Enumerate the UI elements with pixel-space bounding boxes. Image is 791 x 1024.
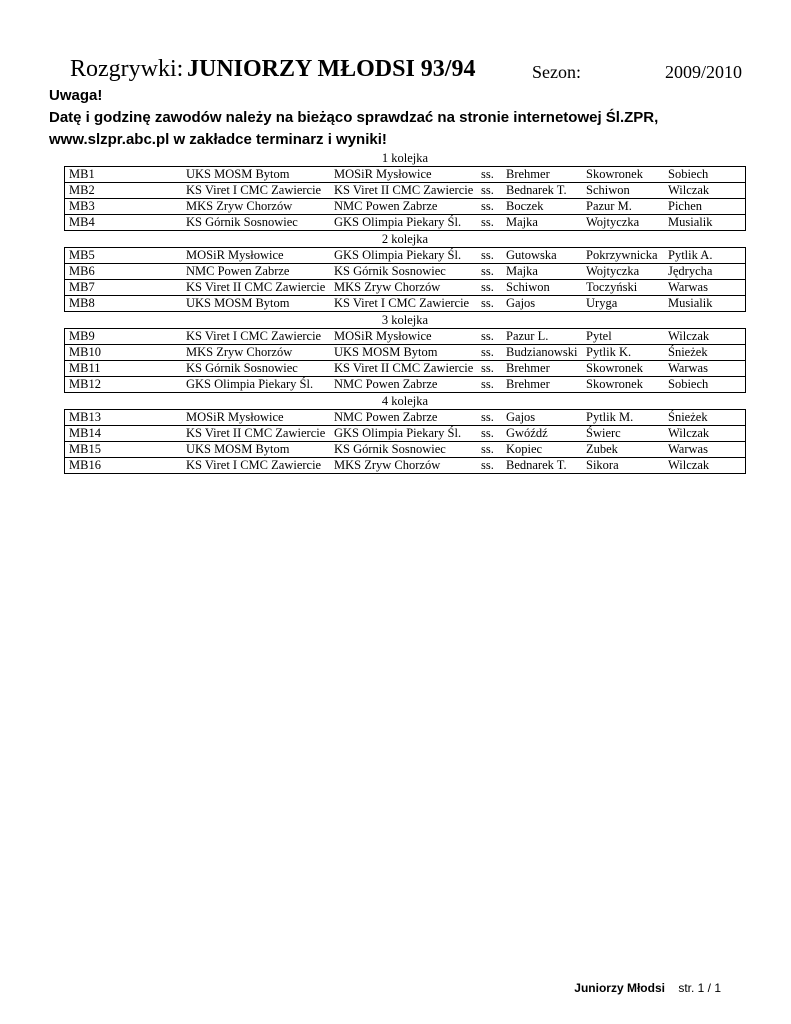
referee-2: Pytel — [586, 329, 612, 343]
match-code: MB5 — [69, 248, 95, 262]
referee-2: Pokrzywnicka — [586, 248, 658, 262]
referee-2: Skowronek — [586, 377, 643, 391]
match-code: MB15 — [69, 442, 101, 456]
away-team: KS Viret II CMC Zawiercie — [334, 183, 474, 197]
away-team: KS Górnik Sosnowiec — [334, 264, 446, 278]
referee-3: Wilczak — [668, 329, 710, 343]
referee-3: Warwas — [668, 442, 708, 456]
round-matches — [64, 247, 746, 312]
ss-label: ss. — [481, 345, 494, 359]
referee-3: Musialik — [668, 296, 713, 310]
round-title: 4 kolejka — [381, 394, 429, 408]
match-code: MB3 — [69, 199, 95, 213]
notice-heading: Uwaga! — [49, 87, 103, 104]
referee-1: Bednarek T. — [506, 183, 567, 197]
referee-1: Pazur L. — [506, 329, 549, 343]
referee-1: Majka — [506, 264, 538, 278]
referee-3: Śnieżek — [668, 410, 708, 424]
ss-label: ss. — [481, 377, 494, 391]
referee-2: Pytlik M. — [586, 410, 634, 424]
match-code: MB9 — [69, 329, 95, 343]
referee-2: Schiwon — [586, 183, 630, 197]
fixtures-table — [64, 150, 746, 474]
referee-3: Pichen — [668, 199, 703, 213]
ss-label: ss. — [481, 248, 494, 262]
referee-1: Gwóźdź — [506, 426, 548, 440]
match-row — [65, 457, 745, 473]
away-team: GKS Olimpia Piekary Śl. — [334, 248, 462, 262]
home-team: UKS MOSM Bytom — [186, 167, 290, 181]
match-row — [65, 248, 745, 263]
season-label: Sezon: — [532, 62, 581, 82]
page-header — [70, 56, 750, 86]
referee-2: Sikora — [586, 458, 619, 472]
home-team: MKS Zryw Chorzów — [186, 345, 293, 359]
match-row — [65, 295, 745, 311]
match-row — [65, 441, 745, 457]
match-row — [65, 279, 745, 295]
away-team: GKS Olimpia Piekary Śl. — [334, 426, 462, 440]
referee-3: Warwas — [668, 361, 708, 375]
ss-label: ss. — [481, 296, 494, 310]
referee-2: Skowronek — [586, 167, 643, 181]
home-team: MKS Zryw Chorzów — [186, 199, 293, 213]
ss-label: ss. — [481, 329, 494, 343]
ss-label: ss. — [481, 426, 494, 440]
match-row — [65, 214, 745, 230]
match-code: MB10 — [69, 345, 101, 359]
away-team: GKS Olimpia Piekary Śl. — [334, 215, 462, 229]
home-team: MOSiR Mysłowice — [186, 410, 284, 424]
referee-3: Wilczak — [668, 183, 710, 197]
referee-2: Pytlik K. — [586, 345, 632, 359]
referee-1: Kopiec — [506, 442, 543, 456]
away-team: UKS MOSM Bytom — [334, 345, 438, 359]
referee-1: Schiwon — [506, 280, 550, 294]
away-team: MKS Zryw Chorzów — [334, 280, 441, 294]
referee-1: Brehmer — [506, 377, 550, 391]
referee-1: Gajos — [506, 296, 536, 310]
referee-1: Boczek — [506, 199, 544, 213]
page-number: str. 1 / 1 — [678, 981, 721, 995]
referee-2: Świerc — [586, 426, 621, 440]
page-footer — [574, 981, 721, 995]
referee-3: Wilczak — [668, 458, 710, 472]
match-code: MB11 — [69, 361, 101, 375]
match-row — [65, 263, 745, 279]
referee-3: Śnieżek — [668, 345, 708, 359]
match-row — [65, 410, 745, 425]
competition-label: Rozgrywki: — [70, 56, 184, 82]
home-team: KS Viret I CMC Zawiercie — [186, 329, 322, 343]
home-team: UKS MOSM Bytom — [186, 442, 290, 456]
referee-1: Gutowska — [506, 248, 557, 262]
home-team: KS Viret I CMC Zawiercie — [186, 183, 322, 197]
away-team: NMC Powen Zabrze — [334, 410, 438, 424]
round-title: 1 kolejka — [381, 151, 429, 165]
match-code: MB6 — [69, 264, 95, 278]
ss-label: ss. — [481, 280, 494, 294]
ss-label: ss. — [481, 215, 494, 229]
away-team: MOSiR Mysłowice — [334, 167, 432, 181]
ss-label: ss. — [481, 361, 494, 375]
ss-label: ss. — [481, 410, 494, 424]
match-row — [65, 344, 745, 360]
home-team: MOSiR Mysłowice — [186, 248, 284, 262]
ss-label: ss. — [481, 167, 494, 181]
referee-3: Sobiech — [668, 167, 709, 181]
away-team: KS Viret II CMC Zawiercie — [334, 361, 474, 375]
ss-label: ss. — [481, 458, 494, 472]
notice-text-line-1: Datę i godzinę zawodów należy na bieżąco sprawdzać na stronie internetowej Śl.ZPR, — [49, 109, 659, 126]
round-matches — [64, 166, 746, 231]
home-team: KS Viret I CMC Zawiercie — [186, 458, 322, 472]
ss-label: ss. — [481, 264, 494, 278]
notice — [49, 85, 769, 151]
referee-3: Warwas — [668, 280, 708, 294]
notice-text-line-2: www.slzpr.abc.pl w zakładce terminarz i wyniki! — [49, 131, 387, 148]
ss-label: ss. — [481, 199, 494, 213]
match-row — [65, 376, 745, 392]
referee-3: Pytlik A. — [668, 248, 713, 262]
home-team: UKS MOSM Bytom — [186, 296, 290, 310]
match-row — [65, 329, 745, 344]
away-team: NMC Powen Zabrze — [334, 377, 438, 391]
match-code: MB14 — [69, 426, 101, 440]
round-matches — [64, 328, 746, 393]
away-team: KS Górnik Sosnowiec — [334, 442, 446, 456]
away-team: MKS Zryw Chorzów — [334, 458, 441, 472]
match-code: MB13 — [69, 410, 101, 424]
round-matches — [64, 409, 746, 474]
referee-2: Skowronek — [586, 361, 643, 375]
home-team: KS Viret II CMC Zawiercie — [186, 426, 326, 440]
away-team: KS Viret I CMC Zawiercie — [334, 296, 470, 310]
match-row — [65, 360, 745, 376]
home-team: GKS Olimpia Piekary Śl. — [186, 377, 314, 391]
match-row — [65, 425, 745, 441]
ss-label: ss. — [481, 183, 494, 197]
referee-1: Bednarek T. — [506, 458, 567, 472]
match-code: MB1 — [69, 167, 95, 181]
match-code: MB4 — [69, 215, 95, 229]
referee-2: Toczyński — [586, 280, 638, 294]
referee-1: Gajos — [506, 410, 536, 424]
competition-title: JUNIORZY MŁODSI 93/94 — [187, 56, 476, 82]
referee-3: Musialik — [668, 215, 713, 229]
home-team: NMC Powen Zabrze — [186, 264, 290, 278]
referee-2: Wojtyczka — [586, 264, 640, 278]
ss-label: ss. — [481, 442, 494, 456]
referee-1: Budzianowski — [506, 345, 578, 359]
match-row — [65, 182, 745, 198]
referee-3: Sobiech — [668, 377, 709, 391]
match-code: MB7 — [69, 280, 95, 294]
match-code: MB16 — [69, 458, 101, 472]
match-row — [65, 167, 745, 182]
referee-3: Wilczak — [668, 426, 710, 440]
referee-2: Wojtyczka — [586, 215, 640, 229]
match-row — [65, 198, 745, 214]
referee-1: Majka — [506, 215, 538, 229]
match-code: MB2 — [69, 183, 95, 197]
season-value: 2009/2010 — [664, 62, 742, 82]
footer-title: Juniorzy Młodsi — [574, 981, 665, 995]
match-code: MB12 — [69, 377, 101, 391]
round-title: 3 kolejka — [381, 313, 429, 327]
home-team: KS Górnik Sosnowiec — [186, 215, 298, 229]
away-team: MOSiR Mysłowice — [334, 329, 432, 343]
home-team: KS Viret II CMC Zawiercie — [186, 280, 326, 294]
referee-1: Brehmer — [506, 167, 550, 181]
referee-2: Pazur M. — [586, 199, 632, 213]
referee-2: Zubek — [586, 442, 618, 456]
referee-3: Jędrycha — [668, 264, 713, 278]
match-code: MB8 — [69, 296, 95, 310]
round-title: 2 kolejka — [381, 232, 429, 246]
referee-1: Brehmer — [506, 361, 550, 375]
away-team: NMC Powen Zabrze — [334, 199, 438, 213]
home-team: KS Górnik Sosnowiec — [186, 361, 298, 375]
referee-2: Uryga — [586, 296, 618, 310]
